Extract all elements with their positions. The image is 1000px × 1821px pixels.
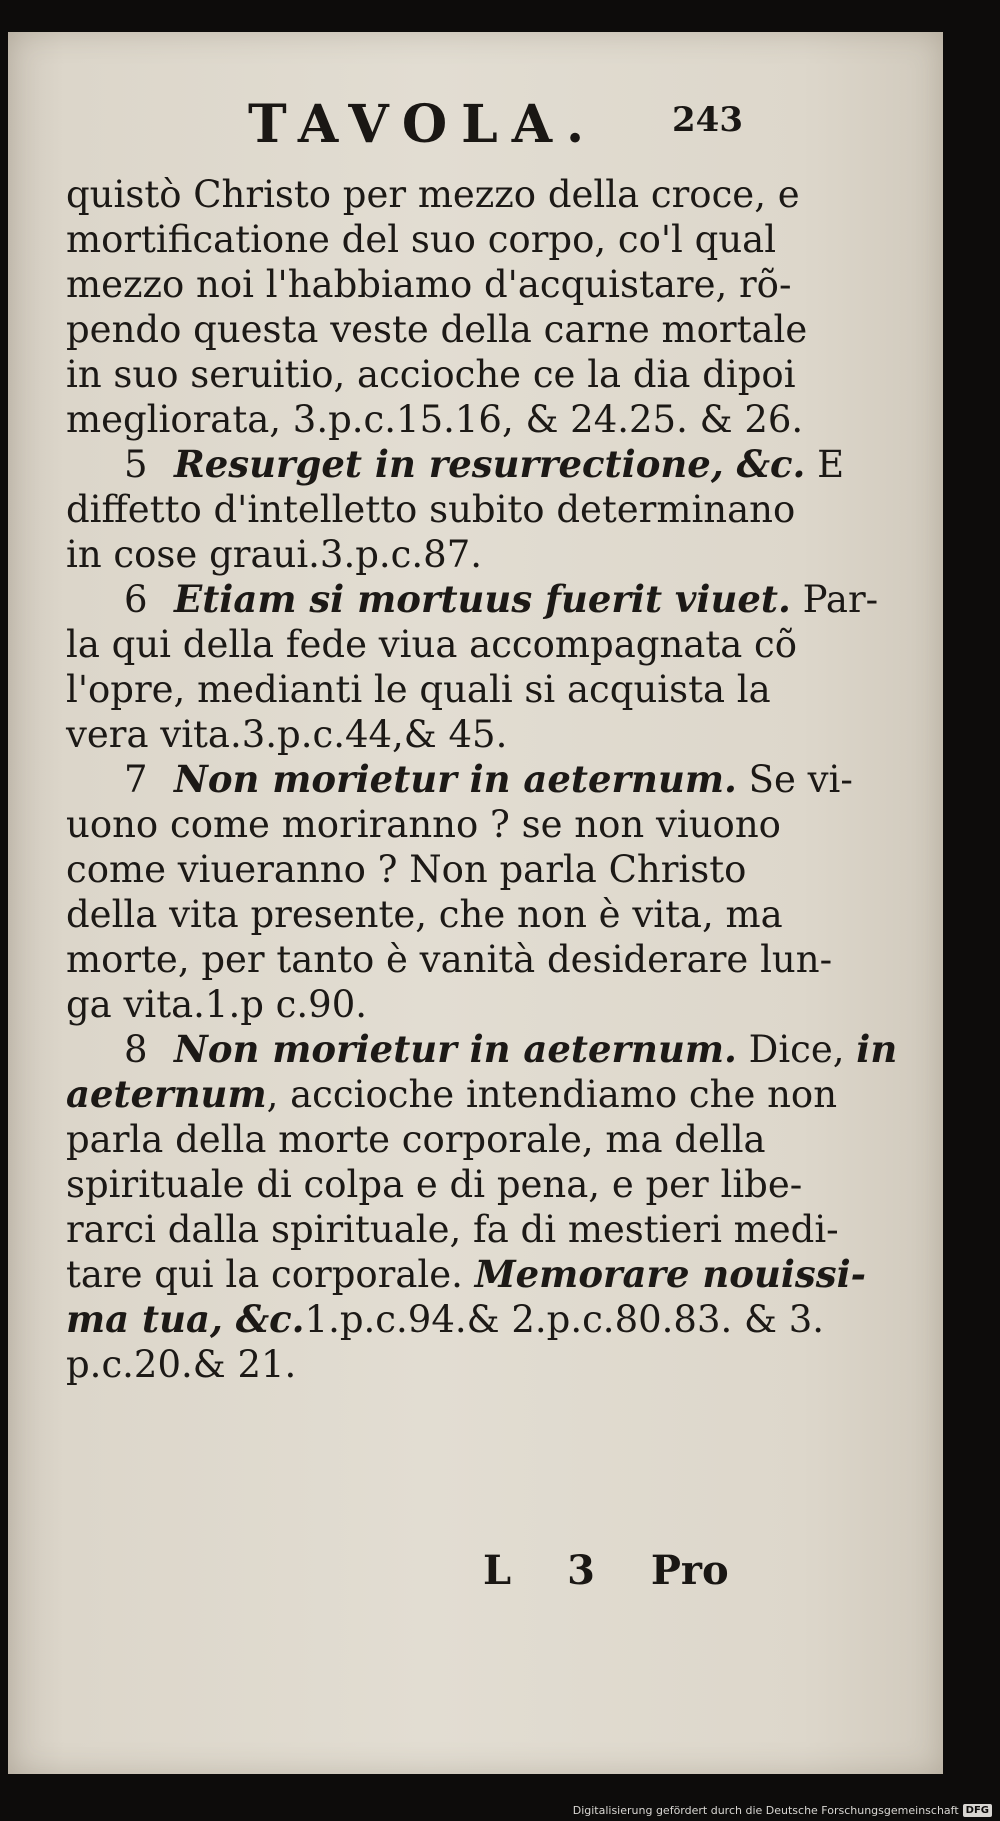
latin-quotation: Resurget in resurrectione, &c. [174,442,806,486]
text-segment: come viueranno ? Non parla Christo [66,848,747,891]
credit-text: Digitalisierung gefördert durch die Deutsche Forschungsgemeinschaft [572,1804,959,1817]
page-header [8,94,943,164]
text-segment: , accioche intendiamo che non [266,1073,838,1116]
text-segment: Par- [790,578,879,621]
text-line [66,307,808,352]
text-line [66,622,798,667]
text-segment: E [805,443,845,486]
catchword-line [483,1547,771,1594]
text-line [66,1072,838,1117]
entry-number: 6 [124,578,148,621]
entry-number: 8 [124,1028,148,1071]
text-line [66,982,776,1027]
book-page [8,32,943,1774]
signature-number: 3 [567,1547,595,1594]
text-segment: rarci dalla spirituale, fa di mestieri medi- [66,1208,839,1251]
text-line [66,1252,867,1297]
entry-number: 5 [124,443,148,486]
latin-quotation: Memorare nouissi- [474,1252,867,1296]
text-line [66,217,776,262]
latin-quotation: Non morietur in aeternum. [174,757,737,801]
text-line [66,1297,825,1342]
folio-number: 243 [672,100,743,140]
text-line [66,262,792,307]
catchword: Pro [650,1547,729,1594]
text-segment: tare qui la corporale. [66,1253,475,1296]
text-segment: Se vi- [736,758,853,801]
text-line [66,802,781,847]
text-segment: Dice, [736,1028,857,1071]
text-line [66,352,796,397]
text-line [66,667,776,712]
text-line [66,1162,803,1207]
text-segment: ga vita.1.p c.90. [66,983,368,1026]
text-line [66,172,800,217]
text-segment: diffetto d'intelletto subito determinano [66,488,796,531]
text-segment: vera vita.3.p.c.44,& 45. [66,713,508,756]
text-line [66,757,853,802]
latin-quotation: Etiam si mortuus fuerit viuet. [174,577,791,621]
text-line [66,577,879,622]
latin-quotation: ma tua, &c. [66,1297,305,1341]
latin-quotation: in [856,1027,898,1071]
text-segment: la qui della fede viua accompagnata cõ [66,623,798,666]
text-segment: quistò Christo per mezzo della croce, e [66,173,800,216]
text-block [66,172,898,1387]
text-line [66,712,776,757]
text-segment: megliorata, 3.p.c.15.16, & 24.25. & 26. [66,398,804,441]
running-title: TAVOLA. [248,94,599,155]
text-line [66,397,804,442]
text-segment: spirituale di colpa e di pena, e per libe- [66,1163,803,1206]
text-segment: l'opre, medianti le quali si acquista la [66,668,771,711]
text-line [66,937,833,982]
text-line [66,532,776,577]
text-segment: pendo questa veste della carne mortale [66,308,808,351]
text-line [66,892,783,937]
text-line [66,442,845,487]
text-segment: parla della morte corporale, ma della [66,1118,766,1161]
text-segment: 1.p.c.94.& 2.p.c.80.83. & 3. [304,1298,825,1341]
dfg-badge: DFG [963,1804,992,1817]
text-segment: morte, per tanto è vanità desiderare lun- [66,938,833,981]
text-line [66,1342,776,1387]
latin-quotation: aeternum [66,1072,267,1116]
text-line [66,1117,776,1162]
text-segment: uono come moriranno ? se non viuono [66,803,781,846]
text-segment: mezzo noi l'habbiamo d'acquistare, rõ- [66,263,792,306]
text-line [66,1207,839,1252]
latin-quotation: Non morietur in aeternum. [174,1027,737,1071]
text-segment: in cose graui.3.p.c.87. [66,533,482,576]
text-segment: mortificatione del suo corpo, co'l qual [66,218,777,261]
digitization-credit [573,1804,992,1817]
text-line [66,1027,898,1072]
entry-number: 7 [124,758,148,801]
text-segment: della vita presente, che non è vita, ma [66,893,783,936]
text-line [66,847,776,892]
text-line [66,487,796,532]
text-segment: in suo seruitio, accioche ce la dia dipoi [66,353,796,396]
text-segment: p.c.20.& 21. [66,1343,297,1386]
signature-mark: L [483,1547,512,1594]
